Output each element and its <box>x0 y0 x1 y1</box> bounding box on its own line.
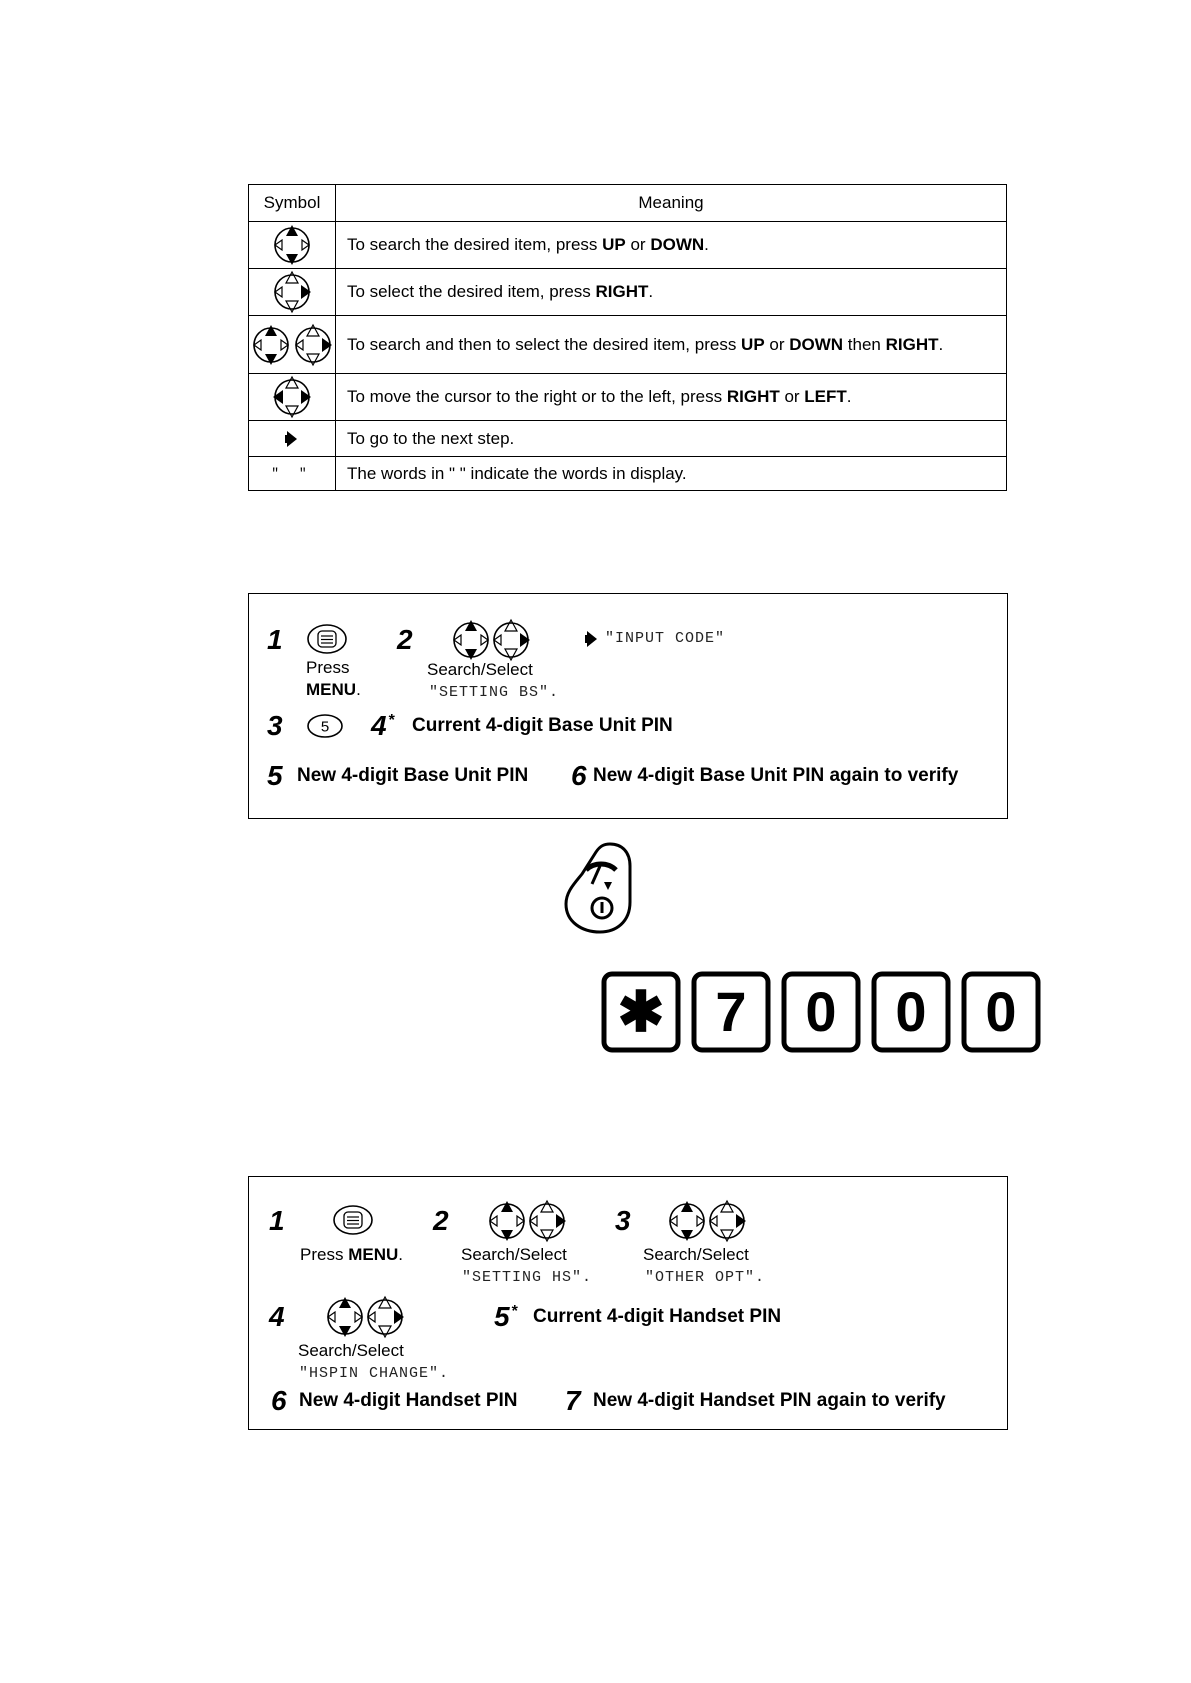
meaning-text: or <box>779 387 805 406</box>
navigator-search-select-icon <box>323 1295 409 1339</box>
navigator-search-select-icon <box>449 618 535 662</box>
navigator-search-select-icon <box>249 323 335 367</box>
step-number: 3 <box>267 710 283 741</box>
meaning-row-2 <box>336 269 1007 316</box>
navigator-search-select-icon <box>485 1199 571 1243</box>
menu-key-icon <box>331 1203 375 1237</box>
key-1 <box>604 974 678 1050</box>
navigator-right-icon <box>270 270 314 314</box>
step-number: 1 <box>269 1205 285 1236</box>
symbol-table <box>248 184 1007 491</box>
search-select-label: Search/Select <box>427 660 533 679</box>
symbol-header: Symbol <box>249 185 336 222</box>
meaning-text: . <box>704 235 709 254</box>
meaning-text: RIGHT <box>726 387 780 406</box>
key-label: 7 <box>715 980 747 1043</box>
meaning-text: or <box>625 235 651 254</box>
navigator-left-right-icon <box>270 375 314 419</box>
step-number: 5 <box>267 760 283 791</box>
meaning-row-3 <box>336 316 1007 374</box>
meaning-text: then <box>843 334 886 354</box>
search-select-label: Search/Select <box>461 1245 567 1264</box>
symbol-cell <box>249 374 336 421</box>
base-pin-procedure-box <box>248 593 1008 819</box>
symbol-cell <box>249 269 336 316</box>
step-number: 5 * <box>494 1301 518 1332</box>
press-menu-label: Press MENU. <box>300 1245 403 1264</box>
key-4 <box>874 974 948 1050</box>
display-text: "HSPIN CHANGE". <box>299 1365 450 1382</box>
search-select-label: Search/Select <box>643 1245 749 1264</box>
meaning-text: To go to the next step. <box>347 428 515 448</box>
meaning-row-4 <box>336 374 1007 421</box>
menu-key-icon <box>305 622 349 656</box>
display-text: "INPUT CODE" <box>605 630 726 647</box>
step-number: 2 <box>433 1205 449 1236</box>
next-step-arrow-icon <box>285 430 299 448</box>
meaning-text: DOWN <box>650 235 705 254</box>
key-sequence-svg <box>600 970 1050 1054</box>
step-number: 4 <box>269 1301 285 1332</box>
step-number: 3 <box>615 1205 631 1236</box>
step-number: 7 <box>565 1385 581 1416</box>
step-text: New 4-digit Base Unit PIN <box>297 765 529 786</box>
meaning-text: To select the desired item, press <box>347 282 596 301</box>
meaning-text: RIGHT <box>885 334 939 354</box>
meaning-row-5 <box>336 421 1007 457</box>
step-text: New 4-digit Base Unit PIN again to verify <box>593 765 959 786</box>
key-label: 0 <box>895 980 927 1043</box>
step-number: 4 * <box>371 710 395 741</box>
navigator-search-select-icon <box>665 1199 751 1243</box>
digit-key-icon <box>305 712 345 740</box>
step-number: 2 <box>397 624 413 655</box>
meaning-text: To search and then to select the desired item, press <box>347 334 742 354</box>
step-number: 6 <box>571 760 587 791</box>
key-3 <box>784 974 858 1050</box>
off-key-icon <box>560 840 634 936</box>
search-select-label: Search/Select <box>298 1341 404 1360</box>
meaning-row-6 <box>336 457 1007 491</box>
next-step-arrow-icon <box>585 630 599 648</box>
meaning-row-1 <box>336 222 1007 269</box>
step-text: Current 4-digit Base Unit PIN <box>412 715 673 736</box>
meaning-text: To search the desired item, press <box>347 235 603 254</box>
meaning-text: or <box>764 334 790 354</box>
press-label: Press <box>306 658 350 677</box>
meaning-text: . <box>648 282 654 301</box>
meaning-text: To move the cursor to the right or to the left, press <box>347 387 727 406</box>
meaning-text: The words in " " indicate the words in display. <box>347 463 687 483</box>
step-number: 1 <box>267 624 283 655</box>
step-text: New 4-digit Handset PIN <box>299 1390 518 1411</box>
meaning-text: UP <box>602 235 626 254</box>
meaning-text: . <box>938 334 944 354</box>
key-2 <box>694 974 768 1050</box>
handset-pin-procedure-box <box>248 1176 1008 1430</box>
meaning-text: RIGHT <box>595 282 649 301</box>
meaning-text: . <box>846 387 852 406</box>
meaning-text: LEFT <box>804 387 847 406</box>
step-text: New 4-digit Handset PIN again to verify <box>593 1390 946 1411</box>
display-text: "SETTING HS". <box>462 1269 593 1286</box>
display-text: "SETTING BS". <box>429 684 560 701</box>
key-5 <box>964 974 1038 1050</box>
navigator-up-down-icon <box>270 223 314 267</box>
key-label: 0 <box>985 980 1017 1043</box>
menu-label: MENU. <box>306 680 361 699</box>
meaning-text: DOWN <box>789 334 844 354</box>
meaning-text: UP <box>741 334 765 354</box>
step-text: Current 4-digit Handset PIN <box>533 1306 782 1327</box>
quote-symbol: " " <box>249 457 336 491</box>
step-number: 6 <box>271 1385 287 1416</box>
symbol-cell <box>249 316 336 374</box>
key-sequence <box>600 970 1050 1054</box>
symbol-cell <box>249 421 336 457</box>
meaning-header: Meaning <box>336 185 1007 222</box>
digit-key-label: 5 <box>320 718 330 736</box>
symbol-cell <box>249 222 336 269</box>
key-label: ✱ <box>617 980 665 1043</box>
display-text: "OTHER OPT". <box>645 1269 766 1286</box>
key-label: 0 <box>805 980 837 1043</box>
